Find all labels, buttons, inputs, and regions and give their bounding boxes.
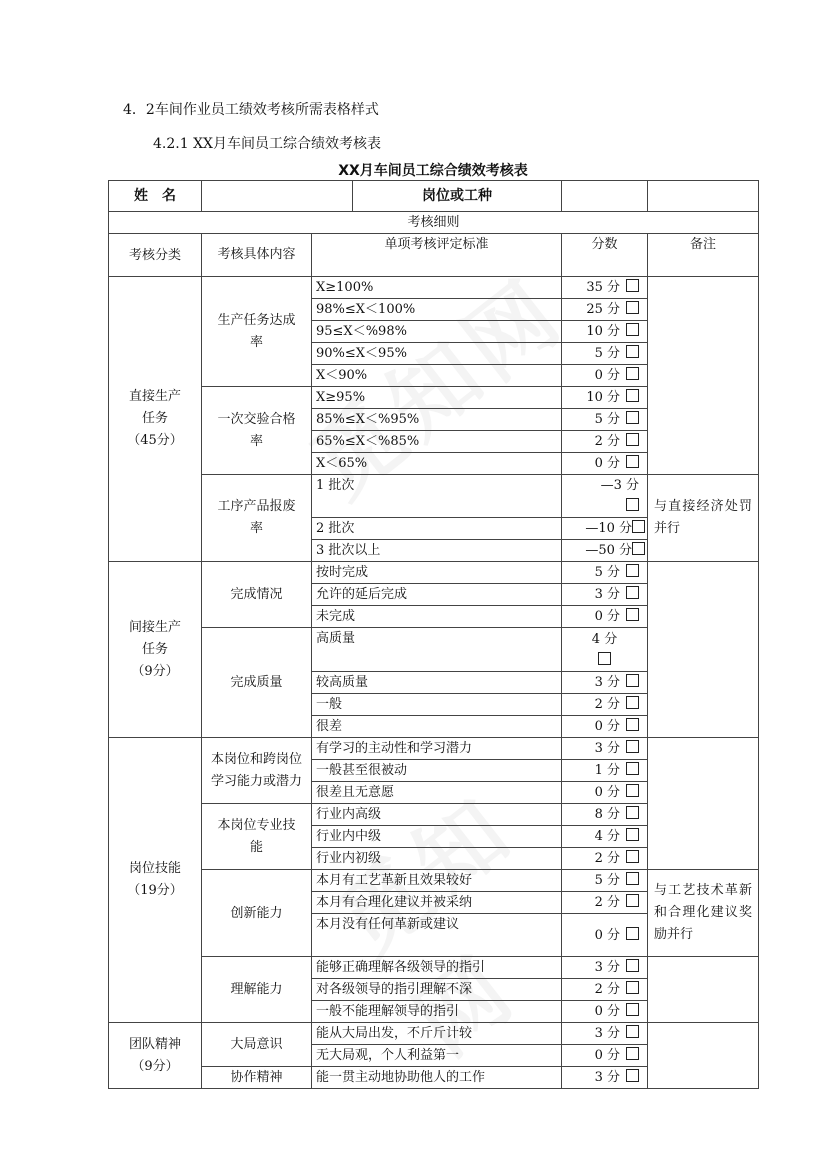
score-value: 2 分 <box>594 851 620 866</box>
col-standard: 单项考核评定标准 <box>312 234 562 277</box>
category-points: （9分） <box>131 1058 179 1074</box>
score-cell <box>562 606 648 628</box>
checkbox[interactable] <box>626 981 639 994</box>
category-label: 团队精神 <box>128 1036 181 1052</box>
score-value: 4 分 <box>594 829 620 844</box>
checkbox[interactable] <box>632 520 645 533</box>
score-value: 4 分 <box>591 631 618 647</box>
header-row <box>109 181 759 212</box>
score-cell <box>562 672 648 694</box>
score-value: 5 分 <box>594 565 620 580</box>
standard-cell: 本月没有任何革新或建议 <box>312 914 562 957</box>
standard-cell: 很差 <box>312 716 562 738</box>
content-cell: 本岗位和跨岗位学习能力或潜力 <box>202 738 312 804</box>
remark-cell: 与工艺技术革新和合理化建议奖励并行 <box>648 870 759 957</box>
subsection-heading: 4.2.1 XX月车间员工综合绩效考核表 <box>153 136 382 152</box>
category-cell <box>109 738 202 1023</box>
checkbox[interactable] <box>626 674 639 687</box>
checkbox[interactable] <box>626 959 639 972</box>
checkbox[interactable] <box>626 740 639 753</box>
standard-cell: 本月有合理化建议并被采纳 <box>312 892 562 914</box>
content-cell: 创新能力 <box>202 870 312 957</box>
score-cell <box>562 453 648 475</box>
content-cell: 完成质量 <box>202 628 312 738</box>
checkbox[interactable] <box>632 542 645 555</box>
checkbox[interactable] <box>626 345 639 358</box>
remark-cell: 与直接经济处罚并行 <box>648 475 759 562</box>
standard-cell: 90%≤X＜95% <box>312 343 562 365</box>
score-value: 0 分 <box>594 609 620 624</box>
score-value: 10 分 <box>586 324 620 339</box>
section-heading: 4．2车间作业员工绩效考核所需表格样式 <box>123 102 379 118</box>
standard-cell: X≥95% <box>312 387 562 409</box>
score-value: 0 分 <box>594 456 620 471</box>
standard-cell: 较高质量 <box>312 672 562 694</box>
score-cell <box>562 277 648 299</box>
score-cell <box>562 804 648 826</box>
score-cell <box>562 299 648 321</box>
post-field[interactable] <box>562 181 648 212</box>
score-value: 0 分 <box>594 719 620 734</box>
score-cell <box>562 826 648 848</box>
score-cell <box>562 365 648 387</box>
checkbox[interactable] <box>626 927 639 940</box>
checkbox[interactable] <box>626 1047 639 1060</box>
category-points: （19分） <box>127 883 183 898</box>
checkbox[interactable] <box>626 1003 639 1016</box>
standard-cell: 2 批次 <box>312 518 562 540</box>
checkbox[interactable] <box>626 1025 639 1038</box>
category-label: 间接生产 <box>128 619 181 635</box>
score-cell <box>562 540 648 562</box>
checkbox[interactable] <box>626 696 639 709</box>
checkbox[interactable] <box>626 411 639 424</box>
standard-cell: 高质量 <box>312 628 562 672</box>
checkbox[interactable] <box>626 828 639 841</box>
score-value: 3 分 <box>594 741 620 756</box>
score-value: 2 分 <box>594 697 620 712</box>
standard-cell: 按时完成 <box>312 562 562 584</box>
score-value: 0 分 <box>594 1048 620 1063</box>
score-value: 25 分 <box>586 302 620 317</box>
checkbox[interactable] <box>626 762 639 775</box>
category-label: 直接生产 <box>128 389 181 404</box>
content-cell: 本岗位专业技能 <box>202 804 312 870</box>
detail-header: 考核细则 <box>109 212 759 234</box>
score-cell <box>562 562 648 584</box>
checkbox[interactable] <box>626 433 639 446</box>
checkbox[interactable] <box>626 1069 639 1082</box>
score-cell <box>562 892 648 914</box>
standard-cell: 未完成 <box>312 606 562 628</box>
category-label: 岗位技能 <box>128 861 181 876</box>
score-cell <box>562 914 648 957</box>
standard-cell: 一般 <box>312 694 562 716</box>
standard-cell: X＜90% <box>312 365 562 387</box>
checkbox[interactable] <box>626 608 639 621</box>
score-value: 0 分 <box>594 368 620 383</box>
standard-cell: 能从大局出发，不斤斤计较 <box>312 1023 562 1045</box>
standard-cell: 有学习的主动性和学习潜力 <box>312 738 562 760</box>
score-cell <box>562 738 648 760</box>
standard-cell: 允许的延后完成 <box>312 584 562 606</box>
score-value: 3 分 <box>594 1070 620 1085</box>
checkbox[interactable] <box>626 301 639 314</box>
score-value: —3 分 <box>600 478 639 493</box>
score-cell <box>562 1067 648 1089</box>
category-cell <box>109 1023 202 1089</box>
category-cell <box>109 562 202 738</box>
score-cell <box>562 409 648 431</box>
remark-cell <box>648 1023 759 1089</box>
score-value: —10 分 <box>585 521 632 536</box>
name-value-cell[interactable] <box>202 181 353 211</box>
standard-cell: 行业内初级 <box>312 848 562 870</box>
checkbox[interactable] <box>626 894 639 907</box>
checkbox[interactable] <box>626 564 639 577</box>
category-label: 任务 <box>141 411 168 426</box>
score-value: 5 分 <box>594 873 620 888</box>
col-content: 考核具体内容 <box>202 234 312 277</box>
remark-cell <box>648 562 759 738</box>
content-cell: 完成情况 <box>202 562 312 628</box>
score-cell <box>562 343 648 365</box>
score-value: 10 分 <box>586 390 620 405</box>
standard-cell: 一般不能理解领导的指引 <box>312 1001 562 1023</box>
standard-cell: 行业内高级 <box>312 804 562 826</box>
checkbox[interactable] <box>626 806 639 819</box>
score-value: 2 分 <box>594 895 620 910</box>
standard-cell: 95≤X＜%98% <box>312 321 562 343</box>
remark-cell <box>648 738 759 870</box>
standard-cell: 65%≤X＜%85% <box>312 431 562 453</box>
standard-cell: 能一贯主动地协助他人的工作 <box>312 1067 562 1089</box>
score-cell <box>562 716 648 738</box>
checkbox[interactable] <box>626 586 639 599</box>
standard-cell: X＜65% <box>312 453 562 475</box>
score-cell <box>562 321 648 343</box>
score-cell <box>562 475 648 518</box>
score-cell <box>562 870 648 892</box>
standard-cell: 一般甚至很被动 <box>312 760 562 782</box>
col-category: 考核分类 <box>109 234 202 277</box>
score-cell <box>562 387 648 409</box>
score-value: 3 分 <box>594 960 620 975</box>
standard-cell: 行业内中级 <box>312 826 562 848</box>
score-value: 5 分 <box>594 412 620 427</box>
table-title: XX月车间员工综合绩效考核表 <box>338 163 528 179</box>
category-cell <box>109 277 202 562</box>
content-cell: 一次交验合格率 <box>202 387 312 475</box>
score-value: 5 分 <box>594 346 620 361</box>
standard-cell: 1 批次 <box>312 475 562 518</box>
remark-cell <box>648 957 759 1023</box>
score-value: 8 分 <box>594 807 620 822</box>
name-field[interactable] <box>202 181 562 212</box>
checkbox[interactable] <box>598 652 611 665</box>
score-cell <box>562 584 648 606</box>
score-cell <box>562 760 648 782</box>
standard-cell: 对各级领导的指引理解不深 <box>312 979 562 1001</box>
score-cell <box>562 518 648 540</box>
checkbox[interactable] <box>626 784 639 797</box>
column-header-row <box>109 234 759 277</box>
checkbox[interactable] <box>626 872 639 885</box>
score-cell <box>562 628 648 672</box>
content-cell: 大局意识 <box>202 1023 312 1067</box>
col-score: 分数 <box>562 234 648 277</box>
score-value: 35 分 <box>586 280 620 295</box>
content-cell: 理解能力 <box>202 957 312 1023</box>
standard-cell: 本月有工艺革新且效果较好 <box>312 870 562 892</box>
score-cell <box>562 848 648 870</box>
name-label: 姓 名 <box>109 181 202 212</box>
remark-cell <box>648 277 759 475</box>
post-field-extra[interactable] <box>648 181 759 212</box>
col-remark: 备注 <box>648 234 759 277</box>
standard-cell: 很差且无意愿 <box>312 782 562 804</box>
category-points: （9分） <box>131 663 179 679</box>
standard-cell: 无大局观，个人利益第一 <box>312 1045 562 1067</box>
score-cell <box>562 1001 648 1023</box>
score-value: 2 分 <box>594 434 620 449</box>
score-cell <box>562 782 648 804</box>
post-label: 岗位或工种 <box>422 188 492 204</box>
score-value: 0 分 <box>594 785 620 800</box>
content-cell: 工序产品报废率 <box>202 475 312 562</box>
evaluation-table <box>108 180 759 1089</box>
checkbox[interactable] <box>626 323 639 336</box>
standard-cell: 能够正确理解各级领导的指引 <box>312 957 562 979</box>
score-value: —50 分 <box>585 543 632 558</box>
score-cell <box>562 431 648 453</box>
score-value: 3 分 <box>594 675 620 690</box>
checkbox[interactable] <box>626 850 639 863</box>
checkbox[interactable] <box>626 367 639 380</box>
score-value: 3 分 <box>594 1026 620 1041</box>
score-cell <box>562 694 648 716</box>
checkbox[interactable] <box>626 279 639 292</box>
score-value: 2 分 <box>594 982 620 997</box>
category-label: 任务 <box>141 641 168 657</box>
standard-cell: 98%≤X＜100% <box>312 299 562 321</box>
checkbox[interactable] <box>626 455 639 468</box>
score-value: 0 分 <box>594 927 620 943</box>
score-cell <box>562 957 648 979</box>
standard-cell: 85%≤X＜%95% <box>312 409 562 431</box>
score-cell <box>562 1023 648 1045</box>
content-cell: 生产任务达成率 <box>202 277 312 387</box>
score-cell <box>562 1045 648 1067</box>
checkbox[interactable] <box>626 498 639 511</box>
content-cell: 协作精神 <box>202 1067 312 1089</box>
score-value: 1 分 <box>594 763 620 778</box>
standard-cell: 3 批次以上 <box>312 540 562 562</box>
checkbox[interactable] <box>626 718 639 731</box>
category-points: （45分） <box>127 433 183 448</box>
standard-cell: X≥100% <box>312 277 562 299</box>
score-value: 0 分 <box>594 1004 620 1019</box>
score-value: 3 分 <box>594 587 620 602</box>
checkbox[interactable] <box>626 389 639 402</box>
score-cell <box>562 979 648 1001</box>
